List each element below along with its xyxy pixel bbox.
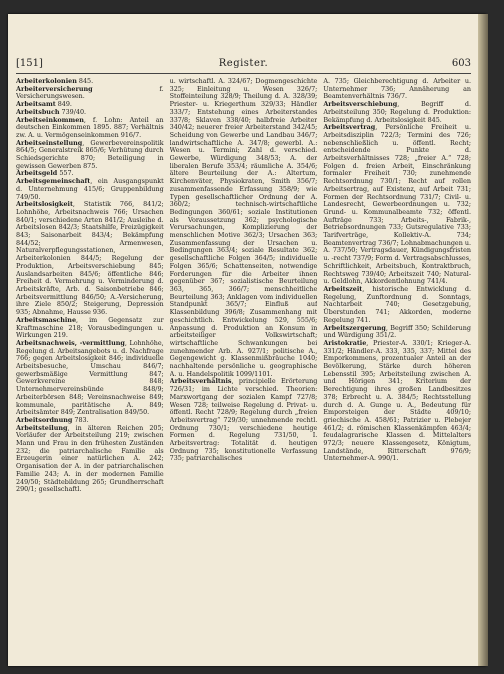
index-entry: [323, 286, 471, 325]
entry-text: , in älteren Reichen 205; Vorläufer der Arbeitsteilung 219; zwischen Mann und Frau in den frühesten Zuständen 232; die patriarchalische Familie als Erzeugerin einer natürlichen A. 242; Organisation der A. in der patriarchalischen Familie 243; A. in der modernen Familie 249/50; Städtebildung 265; Grundherrschaft 290/1; gesellschaftl.: [16, 423, 164, 494]
entry-text: , Begriff 350; Schilderung und Würdigung 351/2.: [323, 323, 472, 340]
entry-text: f. Versicherungswesen.: [16, 84, 164, 101]
page-label: [151]: [16, 58, 43, 69]
index-entry: [16, 140, 164, 171]
entry-text: , historische Entwicklung d. Regelung, Zunftordnung d. Sonntags, Nachtarbeit 740; Gesetzgebung, Überstunden 741; Akkorden, moderne Regelung 741.: [323, 284, 472, 324]
index-entry: [16, 317, 164, 340]
header-rule: [16, 73, 471, 74]
entry-headword: Arbeitsverhältnis: [169, 377, 232, 386]
entry-text: 557.: [57, 169, 74, 178]
entry-headword: Arbeitsordnung: [16, 415, 73, 424]
entry-text: , im Gegensatz zur Kraftmaschine 218; Vorausbedingungen u. Wirkungen 219.: [16, 315, 164, 340]
entry-text: u. wirtschaftl. A. 324/67; Dogmengeschichte 325; Einleitung u. Wesen 326/7; Stoffeinteilung 328/9; Theilung d. A. 328/39; Priester- u. Kriegerthum 329/33; Händler 333/7; Entstehung eines Arbeiterstandes 337/8; Sklaven 338/40; halbfreie Arbeiter 340/42; neuerer freier Arbeiterstand 342/45; Scheidung von Gewerbe und Landbau 346/7; landwirtschaftliche A. 347/8; gewerbl. A.: Wesen u. Termini; Zahl d. verschied. Gewerbe, Würdigung 348/53; A. der liberalen Berufe 353/4; räumliche A. 354/6; ältere Beurteilung der A.: Altertum, Kirchenväter, Physiokraten, Smith 356/7; zusammenfassende Erfassung 358/9; wie Typen gesellschaftlicher Ordnung der A. 360/2; technisch-wirtschaftliche Bedingungen 360/61; soziale Institutionen als Voraussetzung 362; psychologische Verursachungen, Komplizierung der menschlichen Motive 362/3; Ursachen 363; Zusammenfassung der Ursachen u. Bedingungen 363/4; soziale Resultate 362; gesellschaftliche Folgen 364/5; individuelle Folgen 365/6; Schattenseiten, notwendige Forderungen für die Arbeiter ihnen gegenüber 367; sozialistische Beurteilung 363, 365, 366/7; menschheitliche Beurteilung 363; Anklagen vom individuellen Standpunkt 365/7; Einfluß auf Klassenbildung 396/8; Zusammenhang mit geschichtlich. Entwickelung 529, 555/6; Anpassung d. Produktion an Konsum in arbeitsteiliger Volkswirtschaft; wirtschaftliche Schwankungen bei zunehmender Arb. A. 927/1; politische A., Gegengewicht g. Klassenmißbräuche 1040; nachhaltende persönliche u. geographische A. u. Handelspolitik 1099/1101.: [169, 78, 318, 378]
entry-headword: Arbeiterversicherung: [16, 84, 93, 93]
entry-text: , principielle Erörterung 726/31; im Lichte verschied. Theorien: Marxwortgang der sozialen Kampf 727/8; Wesen 728; teilweise Regelung d. Privat- u. öffentl. Recht 728/9; Regelung durch „freien Arbeitsvertrag“ 729/30; unnehmende rechtl. Ordnung 730/1; verschiedene heutige Formen d. Regelung 731/50, I. Arbeitsvertrag: Totalität d. heutigen Ordnung 735; konstitutionelle Verfassung 735; patriarchalisches: [169, 377, 318, 463]
book-spine: [478, 14, 488, 666]
entry-headword: Arbeitsvertrag: [323, 123, 376, 132]
running-title: Register.: [218, 58, 269, 69]
index-entry: [16, 425, 164, 494]
entry-text: , Begriff d. Arbeitsteilung 350; Regelung d. Produktion: Bekämpfung d. Arbeitslosigkeit 845.: [323, 100, 472, 124]
entry-headword: Arbeitseinstellung: [16, 138, 83, 147]
entry-headword: Arbeiterkolonien: [16, 78, 77, 85]
entry-headword: Arbeitslosigkeit: [16, 200, 73, 209]
index-entry: [16, 340, 164, 417]
entry-headword: Arbeitsnachweis, -vermittlung: [16, 338, 125, 347]
index-column-1: [16, 78, 164, 658]
entry-headword: Arbeitsgemeinschaft: [16, 177, 91, 186]
entry-headword: Arbeitsverschiebung: [323, 100, 398, 109]
entry-text: 783.: [72, 415, 89, 424]
entry-text: , Gewerbevereinspolitik 864/5; Generalstreik 865/6; Verhütung durch Schiedsgerichte 870; Beteiligung in gewissen Gewerben 875.: [16, 138, 164, 170]
entry-headword: Arbeitsamt: [16, 100, 56, 109]
page-header: [16, 58, 471, 72]
entry-text: A. 735; Gleichberechtigung d. Arbeiter u. Unternehmer 736; Annäherung an Beamtenverhältnis 736/7.: [323, 78, 472, 101]
entry-headword: Arbeitsgeld: [16, 169, 58, 178]
entry-headword: Arbeitsmaschine: [16, 315, 77, 324]
entry-text: 845.: [76, 78, 94, 85]
index-entry: [170, 78, 318, 378]
entry-text: , Statistik 766, 841/2; Lohnhöhe, Arbeitsnachweis 766; Ursachen 840/1; verschiedene Arten 841/2; Ausleihe d. Arbeitslosen 842/3; Staatshilfe, Freizügigkeit 843; Saisonarbeit 843/4; Bekämpfung 844/52; Armenwesen, Naturalverpflegungsstationen, Arbeiterkolonien 844/5; Regelung der Produktion, Arbeitsverschiebung 845; Auslandsarbeiten 845/6; öffentliche 846; Freiheit d. Vermehrung u. Verminderung d. Arbeitskräfte, Arb. d. Saisonbetriebe 846; Arbeitsvermittlung 846/50; A.-Versicherung, ihre Ziele 850/2; Steigerung, Depression 935; Abnahme, Hausse 936.: [16, 200, 164, 317]
index-column-3: [323, 78, 471, 658]
entry-text: 849.: [55, 100, 72, 109]
entry-headword: Aristokratie: [323, 338, 367, 347]
entry-text: , ein Ausgangspunkt d. Unternehmung 415/6; Gruppenbildung 749/50.: [16, 177, 164, 201]
index-entry: [16, 201, 164, 317]
entry-headword: Arbeitseinkommen: [16, 115, 84, 124]
index-column-2: [170, 78, 318, 658]
index-entry: [170, 378, 318, 463]
entry-text: , Persönliche Freiheit u. Arbeitsdisziplin 722/3; Termini des 726; nebenschließlich u. öffentl. Recht; entscheidende Punkte d. Arbeitsverhältnisses 728; „freier A.“ 728; Folgen d. freien Arbeit, Einschränkung formaler Freiheit 730; zunehmende Rechtsordnung 730/1; Recht auf rollen Arbeitsertrag, auf Existenz, auf Arbeit 731; Formen der Rechtsordnung 731/7; Civil- u. Landesrecht, Gewerbeordnungen u. 732; Grund- u. Kommunalbeamte 732; öffentl. Aufträge 733; Arbeits-, Fabrik-, Betriebsordnungen 733; Gutsregulative 733; Tarifverträge, Kollektiv-A. 734; Beamtenvertrag 736/7; Lohnabmachungen u. A. 737/50; Vertragsdauer, Kündigungsfristen u. -recht 737/9; Form d. Vertragsabschlusses, Schriftlichkeit, Arbeitsbuch, Kontraktbruch, Rechtsweg 739/40; Arbeitszeit 740; Natural- u. Geldlohn, Akkordentlohnung 741/4.: [323, 123, 472, 286]
index-entry: [323, 78, 471, 101]
entry-text: 739/40.: [59, 107, 87, 116]
page-number: 603: [451, 58, 471, 69]
index-entry: [323, 340, 471, 463]
index-entry: [323, 101, 471, 124]
entry-headword: Arbeitszeit: [323, 284, 363, 293]
index-entry: [323, 124, 471, 286]
entry-headword: Arbeitsbuch: [16, 107, 60, 116]
entry-headword: Arbeitszergerung: [323, 323, 386, 332]
index-entry: [16, 86, 164, 101]
entry-text: , Priester-A. 330/1; Krieger-A. 331/2; Händler-A. 333, 335, 337; Mittel des Emporkommens, prozentualer Anteil an der Bevölkerung, Stärke durch höheren Lebensstil 395; Arbeitsteilung zwischen A. und Hörigen 341; Kriterium der Berechtigung ihres großen Landbesitzes 378; Erbrecht u. A. 384/5; Rechtsstellung durch d. A. Gunge u. A., Bedeutung für Emporsteigen der Städte 409/10; griechische A. 458/61; Patrizier u. Plebejer 461/2; d. römischen Klassenkämpfen 463/4; feudalagrarische Klassen d. Mittelalters 972/3; neuere Klassengesetz, Königtum, Landstände, Ritterschaft 976/9; Unternehmer-A. 990/1.: [323, 338, 472, 463]
entry-headword: Arbeitsteilung: [16, 423, 68, 432]
index-entry: [323, 325, 471, 340]
index-columns: [16, 78, 471, 658]
entry-text: , f. Lohn: Anteil an deutschen Einkommen 1895. 887; Verhältnis zw. A. u. Vermögenseinkommen 916/7.: [16, 115, 164, 139]
index-entry: [16, 117, 164, 140]
entry-text: , Lohnhöhe, Regelung d. Arbeitsangebots u. d. Nachfrage 766; gegen Arbeitslosigkeit 846; individuelle Arbeitsbesuche, Umschau 846/7; gewerbsmäßige Vermittlung 847; Gewerkvereine 848; Unternehmervereinsbünde 848/9; Arbeiterbörsen 848; Vereinsnachweise 849; kommunale, paritätische A. 849; Arbeitsämter 849; Zentralisation 849/50.: [16, 338, 164, 417]
index-entry: [16, 178, 164, 201]
